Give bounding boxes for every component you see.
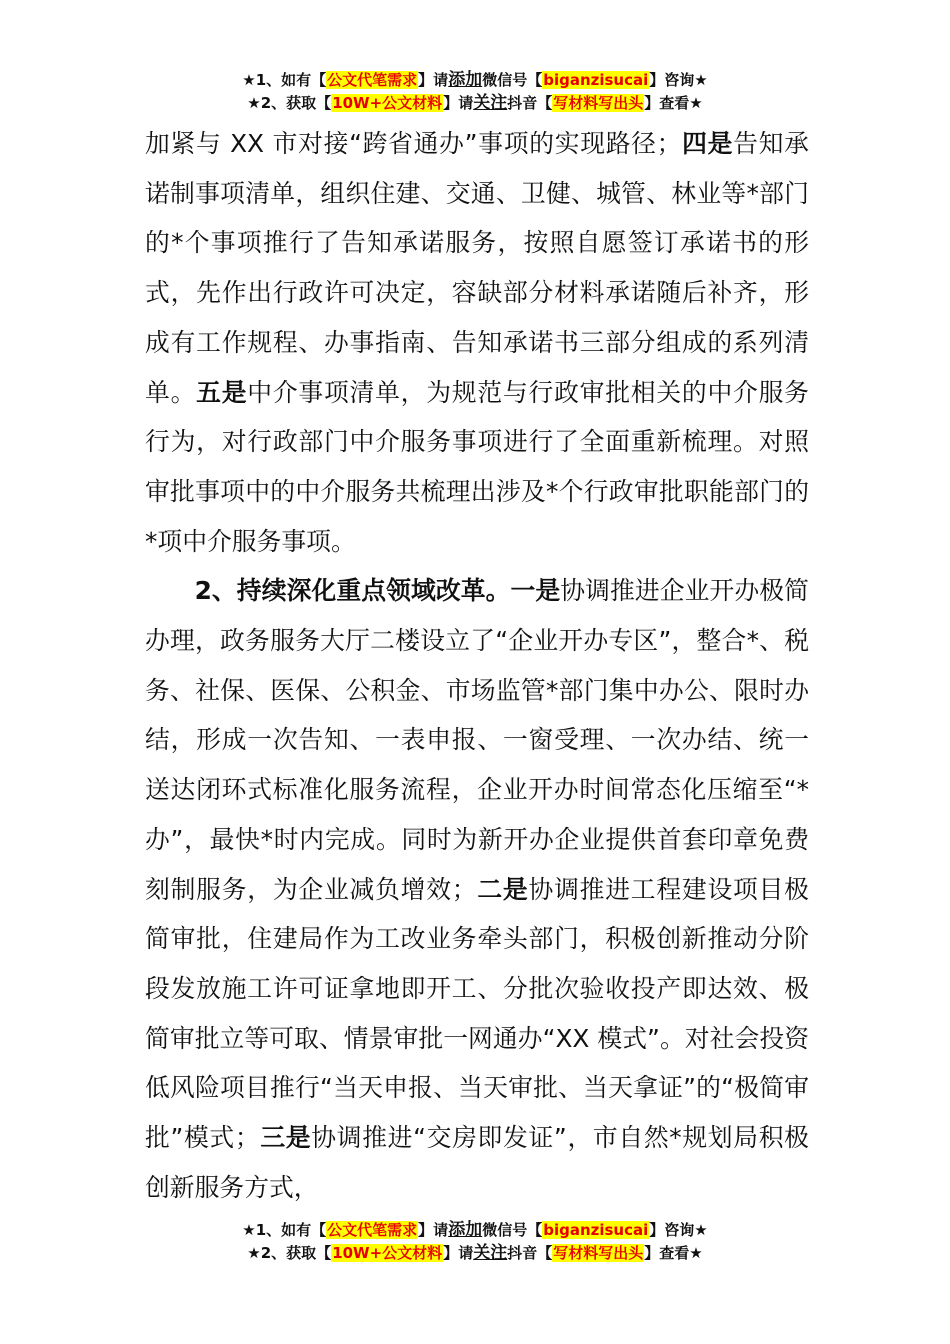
highlight-wechat-id: biganzisucai bbox=[543, 71, 649, 89]
banner-text: 】咨询★ bbox=[649, 71, 708, 89]
paragraph-2 bbox=[145, 566, 809, 1212]
paragraph-text: 协调推进工程建设项目极简审批，住建局作为工改业务牵头部门，积极创新推动分阶段发放施工许可证拿地即开工、分批次验收投产即达效、极简审批立等可取、情景审批一网通办“XX 模式”。对社会投资低风险项目推行“当天申报、当天审批、当天拿证”的“极简审批”模式； bbox=[145, 874, 809, 1153]
bold-marker: 三是 bbox=[259, 1123, 312, 1153]
banner-line-2 bbox=[0, 1242, 950, 1265]
banner-text: 】请 bbox=[418, 1221, 449, 1239]
footer-banner bbox=[0, 1219, 950, 1265]
banner-text: 微信号【 bbox=[482, 1221, 543, 1239]
highlight-materials: 10W+公文材料 bbox=[332, 1244, 443, 1262]
banner-text: ★2、获取【 bbox=[247, 1244, 332, 1262]
banner-text: ★1、如有【 bbox=[242, 1221, 327, 1239]
banner-text: ★1、如有【 bbox=[242, 71, 327, 89]
banner-line-1 bbox=[0, 1219, 950, 1242]
highlight-douyin-id: 写材料写出头 bbox=[553, 94, 644, 112]
highlight-service: 公文代笔需求 bbox=[327, 1221, 418, 1239]
highlight-wechat-id: biganzisucai bbox=[543, 1221, 649, 1239]
paragraph-text: 告知承诺制事项清单，组织住建、交通、卫健、城管、林业等*部门的*个事项推行了告知承诺服务，按照自愿签订承诺书的形式，先作出行政许可决定，容缺部分材料承诺随后补齐，形成有工作规程、办事指南、告知承诺书三部分组成的系列清单。 bbox=[145, 129, 809, 407]
paragraph-text: 协调推进“交房即发证”，市自然*规划局积极创新服务方式， bbox=[145, 1123, 809, 1202]
banner-line-1 bbox=[0, 69, 950, 92]
emphasis-follow: 关注 bbox=[473, 1243, 508, 1263]
section-heading: 2、持续深化重点领域改革。 bbox=[194, 576, 511, 606]
paragraph-text: 中介事项清单，为规范与行政审批相关的中介服务行为，对行政部门中介服务事项进行了全面重新梳理。对照审批事项中的中介服务共梳理出涉及*个行政审批职能部门的*项中介服务事项。 bbox=[145, 377, 809, 556]
banner-text: 】查看★ bbox=[644, 94, 703, 112]
highlight-douyin-id: 写材料写出头 bbox=[553, 1244, 644, 1262]
paragraph-text: 协调推进企业开办极简办理，政务服务大厅二楼设立了“企业开办专区”，整合*、税务、社保、医保、公积金、市场监管*部门集中办公、限时办结，形成一次告知、一表申报、一窗受理、一次办结、统一送达闭环式标准化服务流程，企业开办时间常态化压缩至“*办”，最快*时内完成。同时为新开办企业提供首套印章免费刻制服务，为企业减负增效； bbox=[145, 576, 809, 904]
banner-text: 】请 bbox=[443, 94, 474, 112]
banner-text: 】请 bbox=[418, 71, 449, 89]
emphasis-follow: 关注 bbox=[473, 93, 508, 113]
bold-marker: 四是 bbox=[681, 129, 734, 158]
paragraph-1 bbox=[145, 119, 809, 566]
emphasis-add: 添加 bbox=[448, 70, 483, 90]
bold-marker: 二是 bbox=[476, 874, 529, 904]
document-body bbox=[145, 119, 809, 1212]
banner-text: 抖音【 bbox=[507, 1244, 553, 1262]
banner-text: 】查看★ bbox=[644, 1244, 703, 1262]
banner-line-2 bbox=[0, 92, 950, 115]
banner-text: 微信号【 bbox=[482, 71, 543, 89]
banner-text: 抖音【 bbox=[507, 94, 553, 112]
highlight-materials: 10W+公文材料 bbox=[332, 94, 443, 112]
banner-text: 】咨询★ bbox=[649, 1221, 708, 1239]
header-banner bbox=[0, 69, 950, 115]
banner-text: ★2、获取【 bbox=[247, 94, 332, 112]
bold-marker: 一是 bbox=[510, 576, 561, 606]
bold-marker: 五是 bbox=[196, 377, 248, 407]
paragraph-text: 加紧与 XX 市对接“跨省通办”事项的实现路径； bbox=[145, 129, 682, 158]
banner-text: 】请 bbox=[443, 1244, 474, 1262]
emphasis-add: 添加 bbox=[448, 1220, 483, 1240]
highlight-service: 公文代笔需求 bbox=[327, 71, 418, 89]
